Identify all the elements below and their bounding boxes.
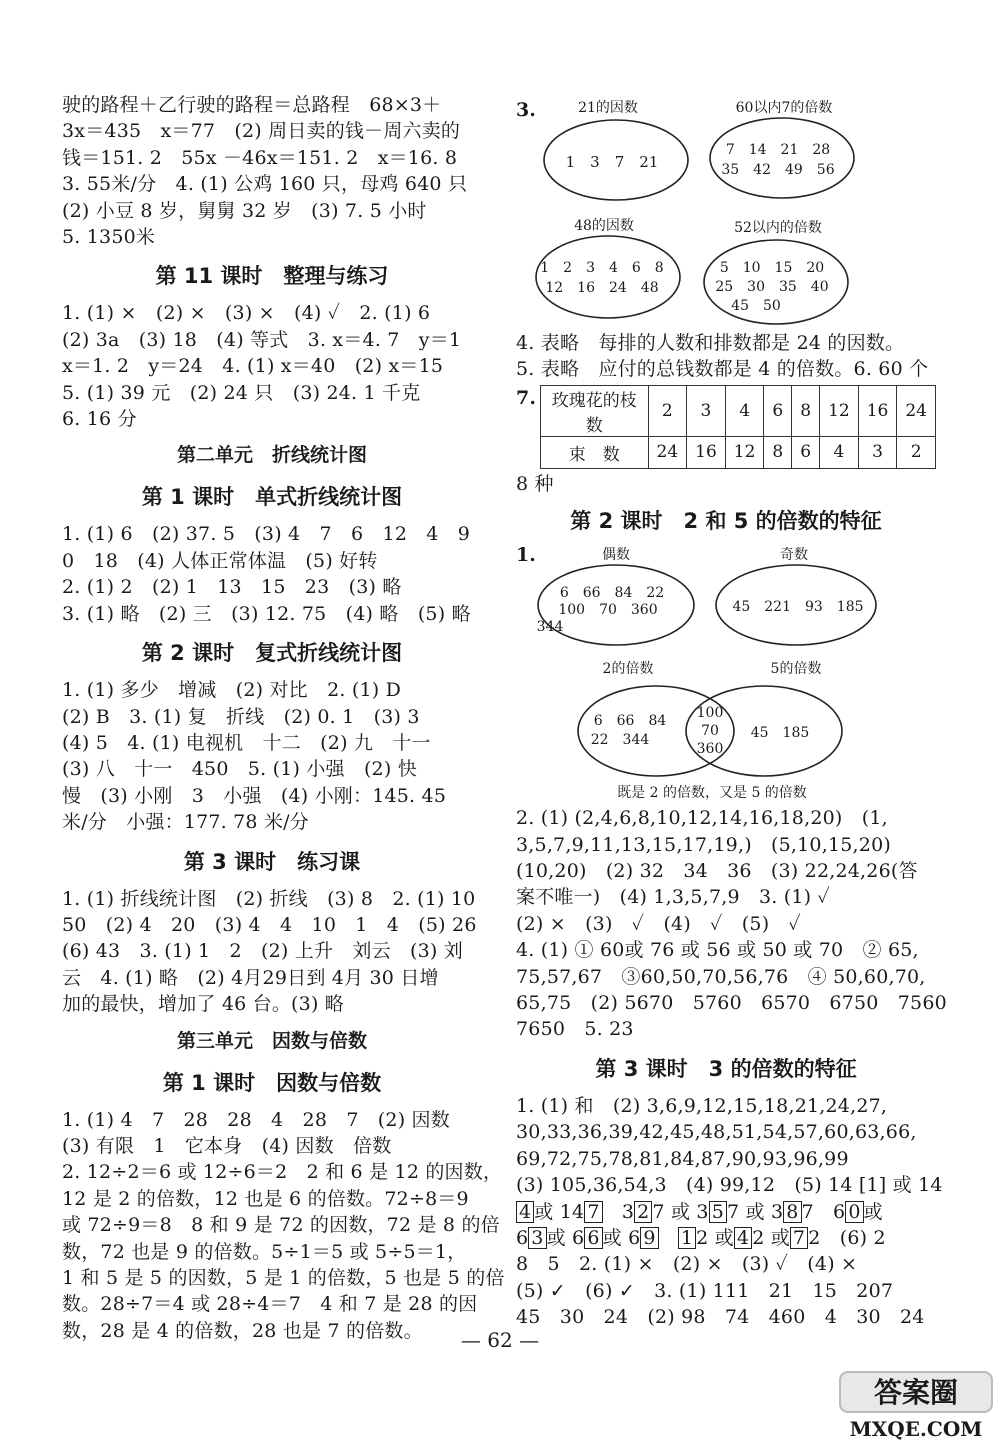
answer-text: 2 或 — [696, 1226, 734, 1249]
answer-line: 30,33,36,39,42,45,48,51,54,57,60,63,66, — [516, 1121, 917, 1144]
boxed-digit: 9 — [640, 1227, 658, 1249]
answer-block-unit2-lesson2 — [62, 677, 482, 835]
answer-line: (2) B 3. (1) 复 折线 (2) 0. 1 (3) 3 — [62, 705, 420, 728]
venn-values: 70 — [701, 723, 719, 740]
answer-line: 或 72÷9＝8 8 和 9 是 72 的因数，72 是 8 的倍 — [62, 1214, 500, 1237]
answer-line: (3) 有限 1 它本身 (4) 因数 倍数 — [62, 1134, 392, 1157]
ellipse-caption: 60以内7的倍数 — [735, 100, 833, 116]
answer-line: (2) × (3) ✓ (4) ✓ (5) ✓ — [516, 912, 801, 935]
answer-line: (10,20) (2) 32 34 36 (3) 22,24,26(答 — [516, 860, 918, 883]
answer-text: 2 或 — [752, 1226, 790, 1249]
table-cell: 4 — [820, 436, 859, 468]
ellipse-caption: 52以内的倍数 — [734, 220, 822, 236]
answer-line: 1. (1) 4 7 28 28 4 28 7 (2) 因数 — [62, 1108, 450, 1131]
section-title-unit2-lesson2: 第 2 课时 复式折线统计图 — [141, 641, 403, 666]
table-cell: 6 — [792, 436, 820, 468]
answer-line: 数。28÷7＝4 或 28÷4＝7 4 和 7 是 28 的因 — [62, 1293, 478, 1316]
answer-line: 7650 5. 23 — [516, 1018, 634, 1041]
table-cell: 12 — [725, 436, 764, 468]
venn-values: 22 344 — [590, 732, 650, 749]
venn-values: 45 185 — [750, 725, 810, 742]
answer-line: 45 30 24 (2) 98 74 460 4 30 24 — [516, 1306, 925, 1329]
table-cell: 16 — [858, 385, 897, 436]
answer-text: 3 — [602, 1200, 635, 1223]
answer-line: 4. 表略 每排的人数和排数都是 24 的因数。 — [516, 332, 905, 354]
answer-block-unit2-lesson3 — [62, 886, 482, 1018]
answer-text: 或 14 — [534, 1200, 585, 1223]
ellipse-multiples-of-7 — [710, 99, 854, 198]
answer-line-boxed-digits — [516, 1225, 936, 1251]
answer-line: 3x＝435 x＝77 (2) 周日卖的钱－周六卖的 — [62, 120, 461, 143]
section-title-unit3-lesson1: 第 1 课时 因数与倍数 — [162, 1070, 382, 1095]
ellipse-values: 6 66 84 22 — [559, 585, 665, 602]
boxed-digit: 3 — [528, 1227, 546, 1249]
table-cell: 6 — [764, 385, 792, 436]
boxed-digit: 5 — [709, 1201, 727, 1223]
answer-block-lesson-11 — [62, 300, 482, 432]
answer-block-unit2-lesson1 — [62, 521, 482, 627]
ellipse-caption: 48的因数 — [574, 218, 634, 234]
ellipse-even — [537, 546, 694, 645]
ellipse-caption: 21的因数 — [578, 100, 638, 116]
answer-line: 3,5,7,9,11,13,15,17,19,) (5,10,15,20) — [516, 833, 891, 856]
answer-line: 5. 表略 应付的总钱数都是 4 的倍数。6. 60 个 — [516, 358, 929, 381]
section-title-2-and-5: 第 2 课时 2 和 5 的倍数的特征 — [570, 509, 882, 534]
section-title-multiples-of-3: 第 3 课时 3 的倍数的特征 — [595, 1056, 857, 1081]
ellipse-values: 45 50 — [731, 298, 781, 314]
answer-line: (2) 3a (3) 18 (4) 等式 3. x＝4. 7 y＝1 — [62, 328, 462, 351]
watermark-url: MXQE.COM — [849, 1417, 983, 1441]
table-cell: 24 — [897, 385, 936, 436]
left-column — [62, 92, 505, 1344]
answer-line: 69,72,75,78,81,84,87,90,93,96,99 — [516, 1147, 849, 1170]
answer-line: 数，72 也是 9 的倍数。5÷1＝5 或 5÷5＝1， — [62, 1240, 467, 1263]
answer-text: 6 — [516, 1226, 529, 1249]
answer-text — [659, 1227, 678, 1249]
answer-line: 1. (1) 6 (2) 37. 5 (3) 4 7 6 12 4 9 — [62, 523, 471, 546]
page-number: — 62 — — [460, 1328, 540, 1352]
answer-line: 1 和 5 是 5 的因数，5 是 1 的倍数，5 也是 5 的倍 — [62, 1267, 505, 1289]
unit-title-2: 第二单元 折线统计图 — [176, 444, 367, 467]
answer-line: 加的最快，增加了 46 台。(3) 略 — [62, 993, 345, 1016]
ellipse-values: 100 70 360 — [558, 602, 658, 619]
ellipse-48-factors — [536, 217, 680, 318]
table-cell: 3 — [687, 385, 726, 436]
section-title-unit2-lesson3: 第 3 课时 练习课 — [183, 849, 361, 874]
answer-line: 5. (1) 39 元 (2) 24 只 (3) 24. 1 千克 — [62, 381, 421, 404]
roses-table — [540, 385, 936, 469]
answer-line: (6) 43 3. (1) 1 2 (2) 上升 刘云 (3) 刘 — [62, 940, 463, 963]
answer-line: 1. (1) 和 (2) 3,6,9,12,15,18,21,24,27, — [516, 1094, 888, 1117]
q7-block — [516, 385, 936, 469]
table-cell: 24 — [648, 436, 687, 468]
ellipse-values: 25 30 35 40 — [715, 279, 829, 295]
answer-text: 或 6 — [602, 1226, 641, 1249]
boxed-digit: 0 — [845, 1201, 863, 1223]
answer-line: 1. (1) × (2) × (3) × (4) ✓ 2. (1) 6 — [62, 302, 431, 325]
answer-line: 2. (1) 2 (2) 1 13 15 23 (3) 略 — [62, 576, 402, 599]
answer-text: 或 6 — [546, 1226, 585, 1249]
answer-line: 50 (2) 4 20 (3) 4 4 10 1 4 (5) 26 — [62, 913, 477, 936]
answer-line: (2) 小豆 8 岁，舅舅 32 岁 (3) 7. 5 小时 — [62, 199, 427, 222]
table-header-cell: 玫瑰花的枝数 — [541, 385, 649, 436]
ellipse-values: 12 16 24 48 — [545, 280, 659, 296]
answer-line-boxed-digits — [516, 1199, 936, 1225]
answer-line: 8 5 2. (1) × (2) × (3) ✓ (4) × — [516, 1253, 858, 1276]
answer-line: x＝1. 2 y＝24 4. (1) x＝40 (2) x＝15 — [62, 355, 444, 378]
answer-line: 2. (1) (2,4,6,8,10,12,14,16,18,20) (1, — [516, 807, 888, 830]
answer-line: 慢 (3) 小刚 3 小强 (4) 小刚：145. 45 — [62, 784, 447, 807]
ellipse-caption: 奇数 — [780, 547, 808, 564]
answer-line: 4. (1) ① 60或 76 或 56 或 50 或 70 ② 65, — [516, 939, 919, 962]
venn-values: 6 66 84 — [593, 713, 667, 730]
answer-line: 8 种 — [516, 472, 554, 495]
ellipse-values: 1 2 3 4 6 8 — [540, 260, 664, 276]
q3-label: 3. — [516, 99, 536, 121]
ellipse-values: 1 3 7 21 — [565, 153, 659, 171]
watermark-logo — [836, 1366, 996, 1444]
answer-line: 5. 1350米 — [62, 226, 156, 249]
q7-label: 7. — [516, 386, 537, 409]
venn-right-caption: 5的倍数 — [770, 661, 822, 678]
answer-line: 3. 55米/分 4. (1) 公鸡 160 只，母鸡 640 只 — [62, 173, 468, 196]
answer-line: (5) ✓ (6) ✓ 3. (1) 111 21 15 207 — [516, 1279, 894, 1302]
ellipse-values: 344 — [536, 619, 564, 636]
answer-line: 1. (1) 多少 增减 (2) 对比 2. (1) D — [62, 679, 402, 702]
q3-ellipse-diagrams — [516, 92, 936, 332]
venn-bottom-caption: 既是 2 的倍数，又是 5 的倍数 — [617, 785, 807, 802]
boxed-digit: 4 — [734, 1227, 752, 1249]
q1-parity-and-venn-diagrams — [516, 545, 936, 803]
answer-block-2-and-5 — [516, 805, 947, 1043]
answer-text: 2 (6) 2 — [808, 1226, 886, 1249]
answer-line: 6. 16 分 — [62, 408, 137, 431]
boxed-digit: 8 — [783, 1201, 801, 1223]
ellipse-shape — [710, 118, 854, 198]
venn-left-caption: 2的倍数 — [602, 661, 654, 678]
ellipse-values: 45 221 93 185 — [732, 599, 864, 616]
table-cell: 8 — [792, 385, 820, 436]
table-header-cell: 束 数 — [541, 436, 649, 468]
answer-line: 3. (1) 略 (2) 三 (3) 12. 75 (4) 略 (5) 略 — [62, 602, 471, 625]
answer-line: (3) 105,36,54,3 (4) 99,12 (5) 14 [1] 或 14 — [516, 1174, 943, 1197]
table-cell: 8 — [764, 436, 792, 468]
boxed-digit: 1 — [678, 1227, 696, 1249]
answer-line: 米/分 小强：177. 78 米/分 — [62, 811, 309, 834]
ellipse-values: 7 14 21 28 — [725, 142, 831, 158]
ellipse-21-factors — [544, 99, 688, 200]
boxed-digit: 6 — [584, 1227, 602, 1249]
answer-line: 12 是 2 的倍数，12 也是 6 的倍数。72÷8＝9 — [62, 1187, 469, 1210]
answer-text: 7 或 3 — [726, 1200, 784, 1223]
unit-title-3: 第三单元 因数与倍数 — [176, 1029, 367, 1052]
ellipse-caption: 偶数 — [602, 547, 630, 564]
answer-text: 或 — [863, 1200, 883, 1223]
answer-block-unit3-lesson1 — [62, 1107, 505, 1345]
right-column — [516, 92, 947, 1331]
table-cell: 2 — [648, 385, 687, 436]
answer-block-continued — [62, 92, 482, 250]
answer-line: 数，28 是 4 的倍数，28 也是 7 的倍数。 — [62, 1319, 423, 1342]
answer-line: 钱＝151. 2 55x －46x＝151. 2 x＝16. 8 — [62, 146, 458, 169]
answer-block-tail — [516, 1251, 936, 1330]
ellipse-odd — [716, 546, 876, 645]
q1-label: 1. — [516, 545, 536, 567]
answer-line: 2. 12÷2＝6 或 12÷6＝2 2 和 6 是 12 的因数， — [62, 1161, 503, 1184]
boxed-digit: 2 — [634, 1201, 652, 1223]
table-row — [541, 385, 936, 436]
answer-text: 7 或 3 — [652, 1200, 709, 1223]
answer-line: 75,57,67 ③60,50,70,56,76 ④ 50,60,70, — [516, 965, 926, 988]
answer-line: (4) 5 4. (1) 电视机 十二 (2) 九 十一 — [62, 731, 431, 754]
table-cell: 12 — [820, 385, 859, 436]
venn-values: 360 — [696, 741, 724, 758]
answer-text: 7 6 — [801, 1200, 846, 1223]
boxed-digit: 4 — [516, 1201, 534, 1223]
answer-line: 0 18 (4) 人体正常体温 (5) 好转 — [62, 549, 378, 572]
venn-values: 100 — [696, 705, 724, 722]
boxed-digit: 7 — [790, 1227, 808, 1249]
ellipse-multiples-of-5 — [704, 219, 848, 324]
ellipse-values: 35 42 49 56 — [721, 162, 835, 178]
table-row — [541, 436, 936, 468]
table-cell: 16 — [687, 436, 726, 468]
answer-line: 驶的路程＋乙行驶的路程＝总路程 68×3＋ — [62, 94, 442, 116]
watermark-text: 答案圈 — [873, 1376, 959, 1409]
answer-line: 1. (1) 折线统计图 (2) 折线 (3) 8 2. (1) 10 — [62, 887, 476, 910]
ellipse-shape — [536, 236, 680, 318]
table-cell: 4 — [725, 385, 764, 436]
table-cell: 3 — [858, 436, 897, 468]
answer-block-multiples-of-3 — [516, 1093, 943, 1199]
boxed-digit: 7 — [584, 1201, 602, 1223]
answer-line: 云 4. (1) 略 (2) 4月29日到 4月 30 日增 — [62, 966, 439, 989]
answer-line: 65,75 (2) 5670 5760 6570 6750 7560 — [516, 992, 947, 1015]
section-title-unit2-lesson1: 第 1 课时 单式折线统计图 — [141, 485, 403, 510]
table-cell: 2 — [897, 436, 936, 468]
answer-line: 案不唯一) (4) 1,3,5,7,9 3. (1) ✓ — [516, 886, 830, 909]
venn-2-and-5 — [578, 660, 842, 801]
answer-line: (3) 八 十一 450 5. (1) 小强 (2) 快 — [62, 758, 417, 781]
ellipse-values: 5 10 15 20 — [719, 260, 825, 276]
section-title-lesson-11: 第 11 课时 整理与练习 — [155, 264, 389, 289]
